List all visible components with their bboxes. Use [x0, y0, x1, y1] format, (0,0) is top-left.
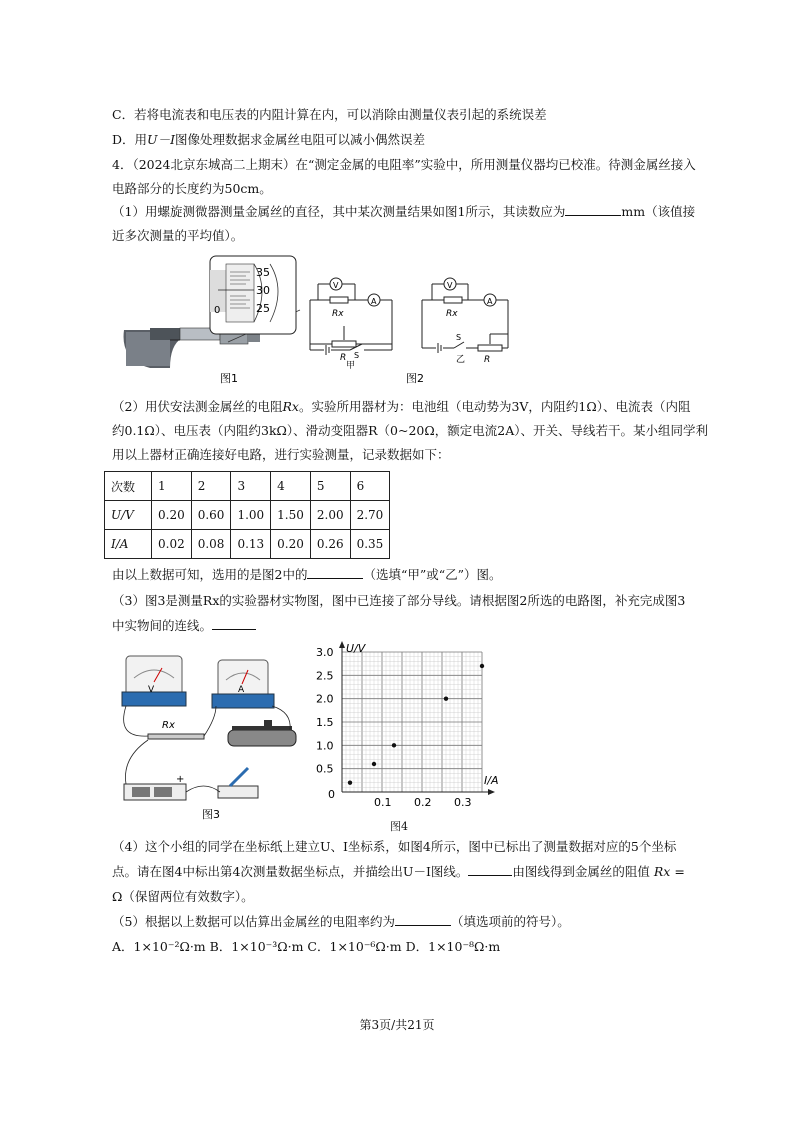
figure-2-label: 图2 [406, 372, 424, 385]
table-cell: U/V [105, 501, 152, 530]
part-2-text-2: 约0.1Ω）、电压表（内阻约3kΩ）、滑动变阻器R（0~20Ω，额定电流2A）、开关、导线若干。某小组同学利 [112, 423, 708, 438]
voltmeter-icon [122, 656, 186, 706]
data-point [392, 743, 396, 747]
tick-30: 30 [256, 284, 270, 297]
data-point [444, 696, 448, 700]
y-tick-label: 3.0 [316, 646, 334, 659]
ammeter-icon [212, 660, 274, 708]
part-2-text: （2）用伏安法测金属丝的电阻Rx。实验所用器材为：电池组（电动势为3V，内阻约1Ω）、电流表（内阻 [112, 399, 691, 414]
option-c-text: C．若将电流表和电压表的内阻计算在内，可以消除由测量仪表引起的系统误差 [112, 107, 547, 122]
data-point [348, 780, 352, 784]
r-label-1: R [340, 353, 347, 363]
answer-blank[interactable] [565, 203, 621, 216]
switch-icon [218, 768, 258, 798]
x-tick-label: 0.1 [374, 796, 392, 809]
ammeter-letter: A [238, 685, 245, 695]
part-1-text-2: 近多次测量的平均值）。 [112, 228, 244, 243]
table-cell: I/A [105, 530, 152, 559]
part-3-text-2: 中实物间的连线。 [112, 617, 256, 635]
answer-blank[interactable] [395, 913, 451, 926]
resistor-rx-icon [148, 734, 204, 739]
wires [124, 706, 291, 792]
part-4-text-2: 点。请在图4中标出第4次测量数据坐标点，并描绘出U－I图线。 由图线得到金属丝的阻值 Rx = [112, 864, 685, 879]
part-5-text: （5）根据以上数据可以估算出金属丝的电阻率约为 （填选项前的符号）。 [112, 914, 570, 929]
battery-icon [124, 784, 186, 800]
yi-label: 乙 [456, 355, 466, 365]
rheostat-icon [228, 720, 296, 746]
table-row [105, 501, 390, 530]
y-tick-label: 2.0 [316, 692, 334, 706]
ammeter-label-2: A [487, 297, 493, 306]
table-cell: 5 [310, 472, 350, 501]
question-4-stem: 4．（2024北京东城高二上期末）在“测定金属的电阻率”实验中，所用测量仪器均已校准。待测金属丝接入 [112, 157, 696, 172]
part-2-text-3: 用以上器材正确连接好电路，进行实验测量，记录数据如下： [112, 447, 450, 462]
table-cell: 0.02 [152, 530, 192, 559]
rx-label-2: Rx [446, 309, 458, 319]
y-tick-label: 1.5 [316, 716, 334, 729]
y-tick-label: 2.5 [316, 669, 334, 683]
part-4-text: （4）这个小组的同学在坐标纸上建立U、I坐标系，如图4所示，图中已标出了测量数据对应的5个坐标 [112, 839, 677, 854]
table-cell: 0.35 [350, 530, 390, 559]
jia-label: 甲 [346, 361, 356, 371]
page-footer: 第3页/共21页 [359, 1018, 435, 1032]
table-cell: 0.60 [191, 501, 231, 530]
switch-label-2: S [456, 333, 462, 342]
origin-label: 0 [328, 788, 335, 801]
voltmeter-letter: V [148, 685, 155, 695]
table-cell: 0.26 [310, 530, 350, 559]
table-cell: 0.13 [231, 530, 271, 559]
table-cell: 次数 [105, 472, 152, 501]
table-cell: 0.20 [152, 501, 192, 530]
part-3-text: （3）图3是测量Rx的实验器材实物图，图中已连接了部分导线。请根据图2所选的电路图，补充完成图3 [112, 593, 686, 608]
figure-1-2 [110, 250, 530, 390]
tick-25: 25 [256, 302, 270, 315]
figure-1-label: 图1 [220, 372, 238, 385]
option-d-text: D．用U－I图像处理数据求金属丝电阻可以减小偶然误差 [112, 132, 426, 147]
part-4-text-3: Ω（保留两位有效数字）。 [112, 889, 254, 904]
voltmeter-label-1: V [333, 281, 339, 290]
table-cell: 2.70 [350, 501, 390, 530]
table-cell: 1.00 [231, 501, 271, 530]
figure-4-chart [312, 640, 512, 840]
question-4-stem-2: 电路部分的长度约为50cm。 [112, 181, 272, 196]
ammeter-label-1: A [371, 297, 377, 306]
battery-plus: + [176, 774, 185, 785]
table-cell: 1 [152, 472, 192, 501]
y-axis-arrow-icon [339, 641, 345, 648]
table-cell: 6 [350, 472, 390, 501]
table-cell: 0.20 [271, 530, 311, 559]
answer-blank[interactable] [468, 863, 512, 876]
table-row [105, 472, 390, 501]
tick-zero: 0 [214, 305, 221, 316]
table-row [105, 530, 390, 559]
data-point [372, 762, 376, 766]
x-tick-label: 0.2 [414, 796, 432, 809]
table-cell: 2 [191, 472, 231, 501]
x-axis-label: I/A [484, 774, 499, 787]
figure-4-label: 图4 [390, 820, 408, 833]
circuit-yi [422, 284, 508, 353]
answer-blank[interactable] [307, 566, 363, 579]
table-cell: 0.08 [191, 530, 231, 559]
voltmeter-label-2: V [447, 281, 453, 290]
part-1-text: （1）用螺旋测微器测量金属丝的直径，其中某次测量结果如图1所示，其读数应为 mm（该值接 [112, 204, 696, 219]
part-5-options: A．1×10⁻²Ω·m B．1×10⁻³Ω·m C．1×10⁻⁶Ω·m D．1×10⁻⁸Ω·m [112, 939, 501, 954]
rx-label-1: Rx [332, 309, 344, 319]
part-2-after-text: 由以上数据可知，选用的是图2中的 （选填“甲”或“乙”）图。 [112, 567, 502, 582]
y-tick-label: 1.0 [316, 739, 334, 753]
answer-blank[interactable] [212, 617, 256, 630]
tick-35: 35 [256, 266, 270, 279]
x-axis-arrow-icon [488, 789, 495, 795]
table-cell: 2.00 [310, 501, 350, 530]
x-tick-label: 0.3 [454, 796, 472, 809]
switch-label-1: S [354, 351, 360, 360]
table-cell: 3 [231, 472, 271, 501]
chart-grid [342, 652, 482, 792]
figure-3-label: 图3 [202, 808, 220, 821]
y-tick-label: 0.5 [316, 762, 334, 776]
measurement-table [104, 471, 390, 559]
y-axis-label: U/V [346, 642, 366, 655]
table-cell: 1.50 [271, 501, 311, 530]
data-point [480, 664, 484, 668]
r-label-2: R [484, 355, 491, 365]
figure-3 [112, 648, 312, 824]
table-cell: 4 [271, 472, 311, 501]
rx-physical-label: Rx [162, 720, 175, 731]
